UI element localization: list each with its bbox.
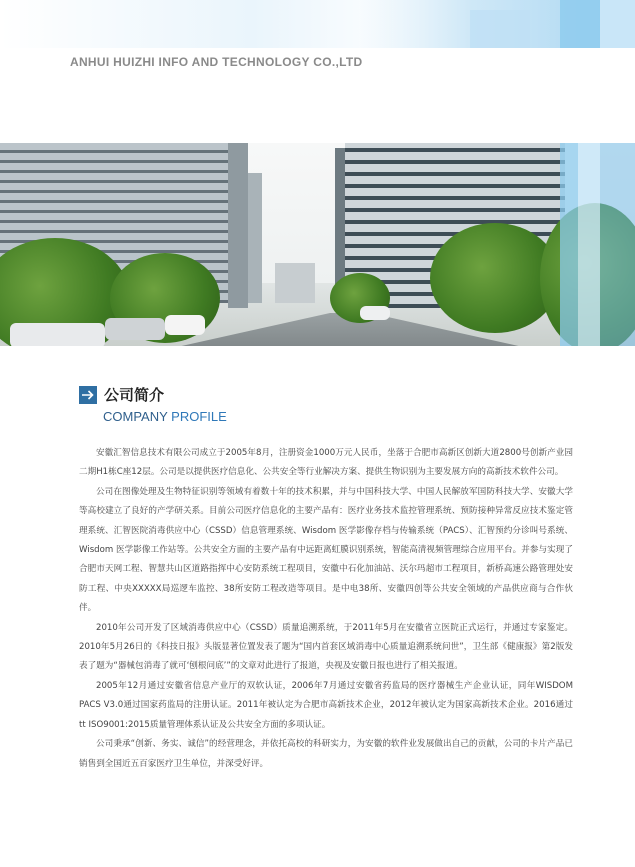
section-title-cn: 公司简介 (104, 386, 165, 404)
header-gradient-band (0, 0, 420, 48)
paragraph: 公司秉承“创新、务实、诚信”的经营理念，并依托高校的科研实力，为安徽的软件业发展做出自己的贡献，公司的卡片产品已销售到全国近五百家医疗卫生单位，并深受好评。 (79, 739, 573, 769)
paragraph: 安徽汇智信息技术有限公司成立于2005年8月，注册资金1000万元人民币，坐落于合肥市高新区创新大道2800号创新产业园二期H1栋C座12层。公司是以提供医疗信息化、公共安全等行业解决方案、提供生物识别为主要发展方向的高新技术软件公司。 (79, 448, 573, 478)
section-title-en-part1: COMPANY (103, 409, 172, 424)
header-blue-block (560, 0, 600, 48)
paragraph: 2010年公司开发了区域消毒供应中心（CSSD）质量追溯系统，于2011年5月在安徽省立医院正式运行，并通过专家鉴定。2010年5月26日的《科技日报》头版显著位置发表了题为“国内首套区域消毒中心质量追溯系统问世”，卫生部《健康报》第2版发表了题为“器械包消毒了就可‘刨根问底’”的文章对此进行了报道，央视及安徽日报也进行了相关报道。 (79, 622, 573, 672)
header-blue-block (470, 10, 530, 48)
section-title-en-part2: PROFILE (171, 409, 227, 424)
section-title-en (103, 409, 227, 424)
paragraph: 2005年12月通过安徽省信息产业厅的双软认证，2006年7月通过安徽省药监局的医疗器械生产企业认证，同年WISDOM PACS V3.0通过国家药监局的注册认证。2011年被认定为合肥市高新技术企业，2012年被认定为国家高新技术企业。2016通过tt ISO9001:2015质量管理体系认证及公共安全方面的多项认证。 (79, 680, 573, 730)
arrow-right-icon (79, 386, 97, 404)
header-blue-block (600, 0, 635, 48)
company-english-name: ANHUI HUIZHI INFO AND TECHNOLOGY CO.,LTD (70, 55, 363, 69)
company-profile-text (79, 444, 573, 774)
office-building-photo (0, 143, 635, 346)
paragraph: 公司在图像处理及生物特征识别等领域有着数十年的技术积累，并与中国科技大学、中国人民解放军国防科技大学、安徽大学等高校建立了良好的产学研关系。目前公司医疗信息化的主要产品有：医疗业务技术监控管理系统、预防接种异常反应技术鉴定管理系统、汇智医院消毒供应中心（CSSD）信息管理系统、Wisdom 医学影像存档与传输系统（PACS）、汇智预约分诊叫号系统、Wisdom 医学影像工作站等。公共安全方面的主要产品有中远距离虹膜识别系统，智能高清视频管理综合应用平台。并参与实现了合肥市天网工程、智慧共山区道路指挥中心安防系统工程项目，安徽中石化加油站、沃尔玛超市工程项目，新桥高速公路管理处安防工程、中央XXXXX局巡逻车监控、38所安防工程改造等项目。是中电38所、安徽四创等公共安全领域的产品供应商与合作伙伴。 (79, 486, 573, 614)
